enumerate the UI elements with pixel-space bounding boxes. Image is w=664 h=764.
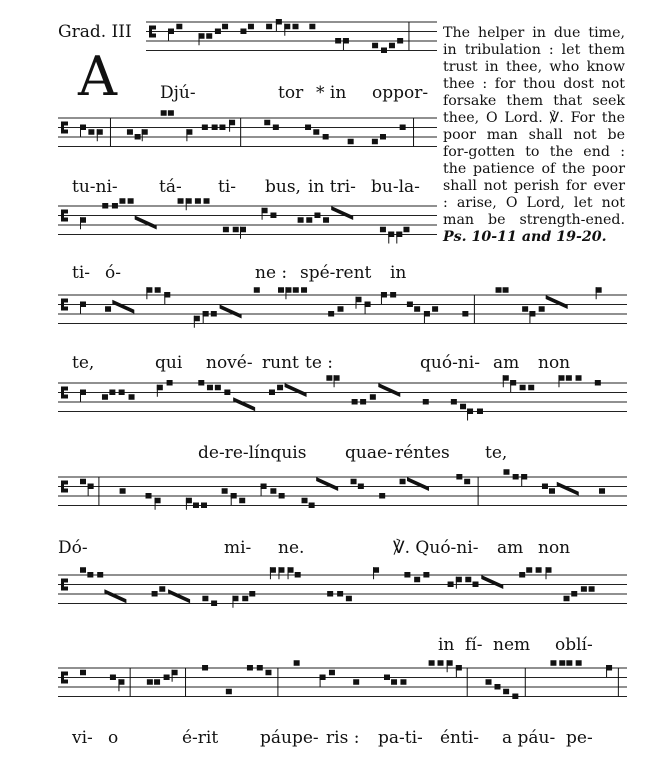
lyric-syllable: ne. — [278, 538, 305, 558]
neume — [503, 287, 509, 293]
neume-porrectus — [168, 589, 190, 603]
neume — [400, 479, 406, 485]
neume — [110, 675, 116, 681]
neume — [309, 24, 315, 30]
lyric-syllable: qui — [155, 353, 183, 373]
neume-porrectus — [316, 477, 338, 491]
neume — [201, 503, 207, 509]
lyric-syllable: ti- — [218, 177, 237, 197]
neume — [293, 24, 299, 30]
neume — [215, 385, 221, 391]
neume — [379, 493, 385, 499]
neume — [233, 227, 239, 233]
neume — [193, 503, 199, 509]
lyric-syllable: ne : — [255, 263, 288, 283]
neume — [224, 390, 230, 396]
lyric-syllable: quó-ni- — [420, 353, 480, 373]
neume — [159, 586, 165, 592]
neume — [146, 493, 152, 499]
neume — [154, 679, 160, 685]
neume — [338, 306, 344, 312]
neume — [351, 479, 357, 485]
lyric-syllable: in tri- — [308, 177, 356, 197]
neume — [204, 198, 210, 204]
neume — [503, 469, 509, 475]
neume — [128, 198, 134, 204]
neume — [219, 125, 225, 131]
neume — [178, 198, 184, 204]
lyric-syllable: te, — [485, 443, 508, 463]
neume — [432, 306, 438, 312]
neume — [327, 591, 333, 597]
neume — [477, 409, 483, 415]
neume — [346, 596, 352, 602]
lyric-syllable: Dó- — [58, 538, 88, 558]
lyric-syllable: pa-ti- — [378, 728, 423, 748]
neume — [127, 129, 133, 135]
neume — [348, 139, 354, 145]
neume — [404, 572, 410, 578]
neume — [372, 139, 378, 145]
lyric-syllable: ti- — [72, 263, 91, 283]
lyric-syllable: non — [538, 538, 571, 558]
neume — [247, 665, 253, 671]
neume — [155, 287, 161, 293]
neume — [301, 287, 307, 293]
staff-6 — [58, 465, 627, 524]
neume — [195, 198, 201, 204]
neume — [473, 582, 479, 588]
lyric-syllable: ℣. Quó-ni- — [393, 538, 479, 558]
lyric-syllable: nem — [493, 635, 531, 655]
neume — [423, 399, 429, 405]
neume — [353, 679, 359, 685]
lyric-syllable: bu-la- — [371, 177, 420, 197]
neume-porrectus — [104, 589, 126, 603]
neume — [302, 498, 308, 504]
neume — [242, 596, 248, 602]
neume — [512, 694, 518, 700]
lyric-syllable: am — [493, 353, 520, 373]
neume — [273, 125, 279, 131]
lyric-syllable: non — [538, 353, 571, 373]
neume — [528, 385, 534, 391]
neume — [519, 572, 525, 578]
neume — [496, 287, 502, 293]
lyric-syllable: páupe- — [260, 728, 319, 748]
neume — [164, 675, 170, 681]
neume — [549, 488, 555, 494]
lyric-syllable: é-rit — [182, 728, 219, 748]
neume — [400, 679, 406, 685]
staff-2 — [58, 106, 437, 165]
neume — [520, 385, 526, 391]
lyric-syllable: tor — [278, 83, 304, 103]
neume — [88, 129, 94, 135]
neume — [328, 311, 334, 317]
neume — [403, 227, 409, 233]
neume — [494, 684, 500, 690]
neume — [222, 488, 228, 494]
lyric-syllable: tu-ni- — [72, 177, 118, 197]
neume — [257, 665, 263, 671]
neume — [97, 572, 103, 578]
neume-porrectus — [112, 300, 134, 314]
neume — [566, 660, 572, 666]
neume — [202, 596, 208, 602]
neume — [147, 679, 153, 685]
staff-4 — [58, 283, 627, 342]
neume — [372, 43, 378, 49]
neume-porrectus — [378, 383, 400, 397]
neume — [503, 689, 509, 695]
neume — [438, 660, 444, 666]
neume — [270, 213, 276, 219]
neume — [198, 380, 204, 386]
neume — [278, 287, 284, 293]
neume — [309, 503, 315, 509]
neume — [536, 567, 542, 573]
neume — [589, 586, 595, 592]
lyric-syllable: te : — [305, 353, 334, 373]
neume — [329, 670, 335, 676]
neume — [400, 125, 406, 131]
lyric-syllable: réntes — [395, 443, 450, 463]
neume — [581, 586, 587, 592]
neume — [248, 24, 254, 30]
neume — [212, 125, 218, 131]
neume — [550, 660, 556, 666]
drop-capital: A — [78, 45, 117, 108]
neume — [207, 385, 213, 391]
neume — [464, 479, 470, 485]
neume-porrectus — [233, 397, 255, 411]
neume — [397, 38, 403, 44]
psalm-reference: Ps. 10-11 and 19-20. — [443, 229, 607, 245]
neume — [522, 306, 528, 312]
neume — [202, 665, 208, 671]
lyric-syllable: tá- — [159, 177, 182, 197]
neume — [279, 493, 285, 499]
neume — [423, 572, 429, 578]
neume — [249, 591, 255, 597]
lyric-syllable: ris : — [326, 728, 360, 748]
gradual-heading: Grad. III — [58, 22, 132, 42]
lyric-syllable: bus, — [265, 177, 301, 197]
neume-porrectus — [407, 477, 429, 491]
neume — [384, 675, 390, 681]
neume — [211, 601, 217, 607]
lyric-syllable: ó- — [105, 263, 121, 283]
neume — [129, 394, 135, 400]
neume-porrectus — [220, 305, 242, 319]
lyric-syllable: pe- — [566, 728, 593, 748]
lyric-syllable: spé-rent — [300, 263, 372, 283]
lyric-syllable: oppor- — [372, 83, 429, 103]
translation-text — [443, 25, 625, 246]
lyric-syllable: runt — [262, 353, 299, 373]
neume — [513, 474, 519, 480]
neume — [313, 129, 319, 135]
neume — [87, 572, 93, 578]
neume — [564, 596, 570, 602]
neume — [414, 577, 420, 583]
neume — [465, 577, 471, 583]
neume-porrectus — [546, 295, 568, 309]
lyric-syllable: a páu- — [502, 728, 556, 748]
neume — [239, 498, 245, 504]
neume — [202, 125, 208, 131]
neume — [102, 203, 108, 209]
lyric-syllable: Djú- — [160, 83, 196, 103]
lyric-syllable: in — [438, 635, 455, 655]
neume — [293, 287, 299, 293]
neume — [414, 306, 420, 312]
neume — [294, 660, 300, 666]
neume — [215, 29, 221, 35]
neume — [152, 591, 158, 597]
neume — [526, 567, 532, 573]
neume — [270, 488, 276, 494]
neume — [337, 591, 343, 597]
neume — [266, 24, 272, 30]
neume — [566, 375, 572, 381]
neume-porrectus — [557, 482, 579, 496]
neume — [254, 287, 260, 293]
neume — [599, 488, 605, 494]
lyric-syllable: te, — [72, 353, 95, 373]
neume — [323, 134, 329, 140]
neume-porrectus — [135, 216, 157, 230]
lyric-syllable: * in — [316, 83, 347, 103]
neume — [206, 33, 212, 39]
neume — [161, 110, 167, 116]
neume — [269, 390, 275, 396]
neume — [407, 302, 413, 308]
neume — [109, 390, 115, 396]
neume — [539, 306, 545, 312]
neume — [168, 110, 174, 116]
neume — [112, 203, 118, 209]
lyric-syllable: de-re-línquis — [198, 443, 307, 463]
translation-body: The helper in due time, in tribulation : let them trust in thee, who know thee : for thou dost not forsake them that seek thee, O Lord. ℣. For the poor man shall not be for-gotten to the end : the patience of the poor shall not perish for ever : arise, O Lord, let not man be strength-ened. — [443, 25, 625, 228]
neume — [576, 660, 582, 666]
neume — [451, 399, 457, 405]
neume — [456, 474, 462, 480]
neume — [265, 670, 271, 676]
neume — [277, 385, 283, 391]
neume — [120, 488, 126, 494]
staff-8 — [58, 656, 627, 715]
neume — [80, 567, 86, 573]
neume — [119, 198, 125, 204]
neume — [135, 134, 141, 140]
neume — [370, 394, 376, 400]
neume — [305, 125, 311, 131]
neume — [223, 227, 229, 233]
neume — [102, 394, 108, 400]
lyric-syllable: oblí- — [555, 635, 593, 655]
neume — [448, 582, 454, 588]
neume — [352, 399, 358, 405]
neume — [240, 29, 246, 35]
neume — [576, 375, 582, 381]
neume-porrectus — [285, 383, 307, 397]
neume — [80, 670, 86, 676]
neume — [391, 679, 397, 685]
neume — [358, 484, 364, 490]
staff-1 — [146, 10, 437, 69]
neume — [314, 213, 320, 219]
neume-porrectus — [331, 206, 353, 220]
lyric-syllable: quae- — [345, 443, 393, 463]
neume — [298, 217, 304, 223]
lyric-syllable: vi- — [72, 728, 93, 748]
staff-3 — [58, 194, 437, 253]
neume — [390, 292, 396, 298]
neume — [360, 399, 366, 405]
neume — [559, 660, 565, 666]
neume — [542, 484, 548, 490]
neume — [381, 48, 387, 54]
neume-porrectus — [481, 575, 503, 589]
lyric-syllable: in — [390, 263, 407, 283]
neume — [571, 591, 577, 597]
neume — [335, 38, 341, 44]
neume — [323, 217, 329, 223]
lyric-syllable: énti- — [440, 728, 480, 748]
neume — [460, 404, 466, 410]
staff-5 — [58, 371, 627, 430]
lyric-syllable: mi- — [224, 538, 252, 558]
lyric-syllable: nové- — [206, 353, 253, 373]
neume — [211, 311, 217, 317]
neume — [80, 479, 86, 485]
neume — [429, 660, 435, 666]
neume — [595, 380, 601, 386]
staff-7 — [58, 563, 627, 622]
lyric-syllable: fí- — [465, 635, 483, 655]
neume — [176, 24, 182, 30]
neume — [486, 679, 492, 685]
neume — [226, 689, 232, 695]
neume — [167, 380, 173, 386]
lyric-syllable: o — [108, 728, 119, 748]
neume — [380, 134, 386, 140]
neume — [295, 572, 301, 578]
neume — [264, 120, 270, 126]
neume — [222, 24, 228, 30]
neume — [105, 306, 111, 312]
neume — [326, 375, 332, 381]
neume — [306, 217, 312, 223]
neume — [380, 227, 386, 233]
neume — [462, 311, 468, 317]
lyric-syllable: am — [497, 538, 524, 558]
neume — [119, 390, 125, 396]
neume — [389, 43, 395, 49]
